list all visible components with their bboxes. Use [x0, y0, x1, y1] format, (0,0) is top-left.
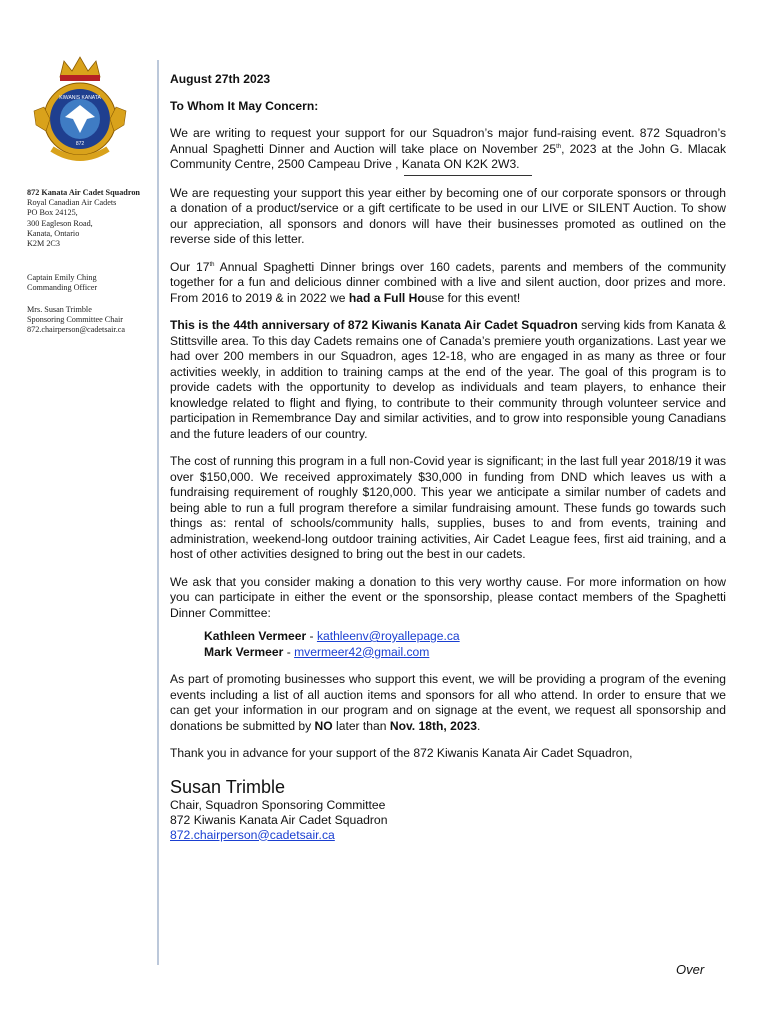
- superscript: th: [209, 261, 215, 268]
- paragraph-program: [170, 672, 726, 734]
- anniversary-text: serving kids from Kanata & Stittsville area. To this day Cadets remains one of Canada’s premiere youth organizations. Last year we had over 200 members in our Squadron, ages 12-18, who are engaged in as many as three or four activities weekly, in addition to training camps at the end of the year. The goal of this program is to provide cadets with the opportunity to develop as individuals and team players, to enhance their knowledge related to flight and flying, to contribute to their community through volunteer service and participation in Remembrance Day and similar activities, and to grow into responsible young Canadians and the future leaders of our country.: [170, 318, 726, 441]
- salutation: To Whom It May Concern:: [170, 98, 319, 113]
- chair-email: 872.chairperson@cadetsair.ca: [27, 325, 126, 335]
- paragraph-ask: We ask that you consider making a donation to this very worthy cause. For more information on how you can participate in either the event or the sponsorship, please contact members of the Spaghetti Dinner Committee:: [170, 574, 726, 620]
- dinner-text-end: use for this event!: [424, 290, 521, 305]
- dinner-text-cont: Annual Spaghetti Dinner brings over 160 cadets, parents and members of the community together for a fun and delicious dinner combined with a live and silent auction, door prizes and more. From 2016 to 2019 & in 2022 we: [170, 259, 726, 305]
- no-bold: NO: [314, 718, 333, 733]
- deadline-bold: Nov. 18th, 2023: [389, 718, 478, 733]
- paragraph-cost: The cost of running this program in a full non-Covid year is significant; in the last full year 2018/19 it was over $150,000. We received approximately $30,000 in funding from DND which leaves us with a fundraising requirement of roughly $120,000. This year we anticipate a similar number of cadets and being able to run a full program therefore a similar fundraising amount. These funds go towards such things as: rental of schools/community halls, supplies, buses to and from events, training and administration, weekend-long outdoor training activities, Air Cadet League fees, first aid training, and a host of other activities designed to bring out the best in our cadets.: [170, 454, 726, 561]
- anniversary-bold: This is the 44th anniversary of 872 Kiwanis Kanata Air Cadet Squadron: [170, 318, 578, 332]
- crest-number: 872: [75, 141, 85, 147]
- contact-name: Kathleen Vermeer: [204, 629, 307, 643]
- officer-block: [27, 273, 155, 293]
- contact-sep: -: [306, 629, 317, 643]
- over-label: Over: [676, 962, 705, 977]
- chair-title: Sponsoring Committee Chair: [27, 315, 123, 325]
- superscript: th: [556, 143, 562, 150]
- paragraph-anniversary: [170, 318, 726, 442]
- program-text-end: .: [477, 718, 481, 733]
- chair-block: [27, 305, 155, 336]
- contact-row: [204, 645, 726, 661]
- squadron-crest-logo: [30, 55, 130, 175]
- committee-contacts: [204, 629, 726, 660]
- paragraph-dinner: [170, 260, 726, 307]
- letter-date: August 27th 2023: [170, 72, 271, 86]
- contact-email-link[interactable]: kathleenv@royallepage.ca: [316, 629, 460, 643]
- org-line: Kanata, Ontario: [27, 228, 80, 238]
- contact-email-link[interactable]: mvermeer42@gmail.com: [294, 644, 430, 659]
- paragraph-intro: [170, 126, 726, 173]
- contact-sep: -: [283, 644, 295, 659]
- org-line: K2M 2C3: [27, 239, 60, 249]
- chair-name: Mrs. Susan Trimble: [27, 305, 92, 314]
- program-text: As part of promoting businesses who support this event, we will be providing a program of the evening events including a list of all auction items and sponsors for all who attend. In order to ensure that we can get your information in our program and on signage at the event, we request all sponsorship and donations be submitted by: [170, 672, 726, 733]
- contact-name: Mark Vermeer: [204, 644, 284, 659]
- org-address-block: [27, 188, 155, 249]
- org-line: Royal Canadian Air Cadets: [27, 198, 117, 208]
- org-line: PO Box 24125,: [27, 208, 78, 218]
- full-house-bold: had a Full Ho: [348, 290, 425, 305]
- intro-text-cont: , 2023 at the John G. Mlacak Community Centre, 2500 Campeau Drive , Kanata ON K2K 2W3.: [170, 141, 727, 171]
- intro-text: We are writing to request your support for our Squadron’s major fund-raising event. 872 Squadron’s Annual Spaghetti Dinner and Auction will take place on November 25: [170, 126, 726, 156]
- officer-name: Captain Emily Ching: [27, 273, 97, 282]
- signature-org: 872 Kiwanis Kanata Air Cadet Squadron: [170, 812, 388, 827]
- contact-row: [204, 629, 726, 645]
- crest-text: KIWANIS KANATA: [59, 95, 101, 101]
- crown-icon: [60, 57, 100, 81]
- signature-title: Chair, Squadron Sponsoring Committee: [170, 797, 386, 812]
- letter-body: [170, 72, 726, 843]
- paragraph-request: We are requesting your support this year either by becoming one of our corporate sponsors or through a donation of a product/service or a gift certificate to be used in our LIVE or SILENT Auction. To show our appreciation, all sponsors and donors will have their businesses promoted as outlined on the reverse side of this letter.: [170, 185, 726, 246]
- sidebar-divider: [157, 60, 159, 965]
- org-line: 300 Eagleson Road,: [27, 218, 93, 228]
- dinner-text: Our 17: [170, 259, 210, 274]
- org-name: 872 Kanata Air Cadet Squadron: [27, 188, 140, 197]
- signature-email-link[interactable]: 872.chairperson@cadetsair.ca: [170, 827, 335, 842]
- program-text-cont: later than: [332, 718, 390, 733]
- paragraph-thanks: Thank you in advance for your support of the 872 Kiwanis Kanata Air Cadet Squadron,: [170, 746, 633, 760]
- signature-name: Susan Trimble: [170, 776, 286, 797]
- officer-title: Commanding Officer: [27, 283, 98, 293]
